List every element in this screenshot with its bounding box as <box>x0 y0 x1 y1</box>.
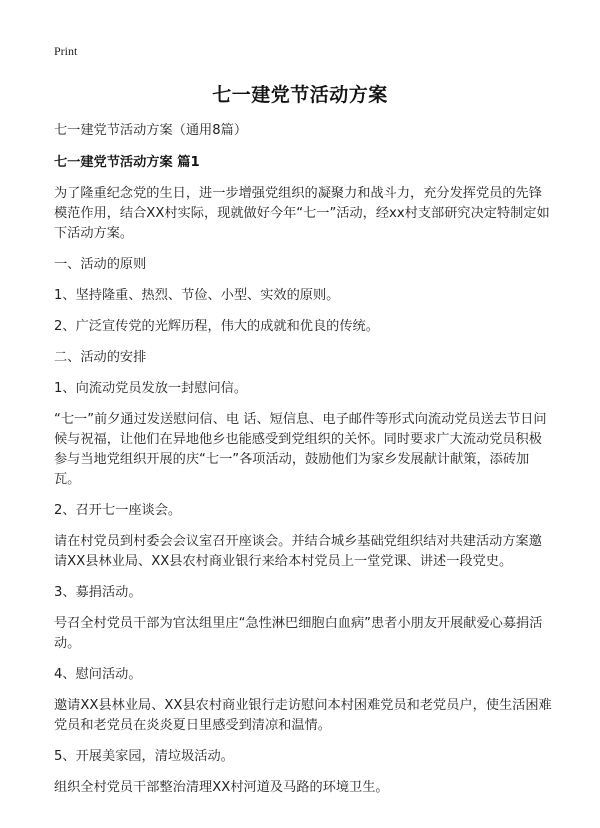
arrangement-item-body: 号召全村党员干部为官汰组里庄“急性淋巴细胞白血病”患者小朋友开展献爱心募捐活动。 <box>54 616 543 651</box>
arrangement-item-body: “七一”前夕通过发送慰问信、电 话、短信息、电子邮件等形式向流动党员送去节日问候与祝福，让他们在异地他乡也能感受到党组织的关怀。同时要求广大流动党员积极参与当地党组织开展的庆“七一”各项活动，鼓励他们为家乡发展献计献策，添砖加瓦。 <box>54 412 547 487</box>
arrangement-item-heading: 3、募捐活动。 <box>54 585 142 600</box>
document-subtitle: 七一建党节活动方案（通用8篇） <box>54 123 248 138</box>
arrangement-item-heading: 5、开展美家园，清垃圾活动。 <box>54 749 234 764</box>
principle-item: 1、坚持隆重、热烈、节俭、小型、实效的原则。 <box>54 288 340 303</box>
arrangement-item-body: 请在村党员到村委会会议室召开座谈会。并结合城乡基础党组织结对共建活动方案邀请XX县林业局、XX县农村商业银行来给本村党员上一堂党课、讲述一段党史。 <box>54 534 542 569</box>
document-title: 七一建党节活动方案 <box>212 84 388 106</box>
print-link[interactable]: Print <box>54 44 78 58</box>
heading-arrangements: 二、活动的安排 <box>54 350 147 365</box>
arrangement-item-body: 组织全村党员干部整治清理XX村河道及马路的环境卫生。 <box>54 780 389 795</box>
principle-item: 2、广泛宣传党的光辉历程，伟大的成就和优良的传统。 <box>54 319 379 334</box>
section-heading: 七一建党节活动方案 篇1 <box>54 155 200 170</box>
heading-principles: 一、活动的原则 <box>54 257 147 272</box>
document-body <box>54 121 554 809</box>
arrangement-item-heading: 4、慰问活动。 <box>54 667 142 682</box>
arrangement-item-heading: 2、召开七一座谈会。 <box>54 503 182 518</box>
arrangement-item-heading: 1、向流动党员发放一封慰问信。 <box>54 381 248 396</box>
intro-paragraph: 为了隆重纪念党的生日，进一步增强党组织的凝聚力和战斗力，充分发挥党员的先锋模范作用，结合XX村实际，现就做好今年“七一”活动，经xx村支部研究决定特制定如下活动方案。 <box>54 186 550 241</box>
arrangement-item-body: 邀请XX县林业局、XX县农村商业银行走访慰问本村困难党员和老党员户，使生活困难党员和老党员在炎炎夏日里感受到清凉和温情。 <box>54 698 552 733</box>
